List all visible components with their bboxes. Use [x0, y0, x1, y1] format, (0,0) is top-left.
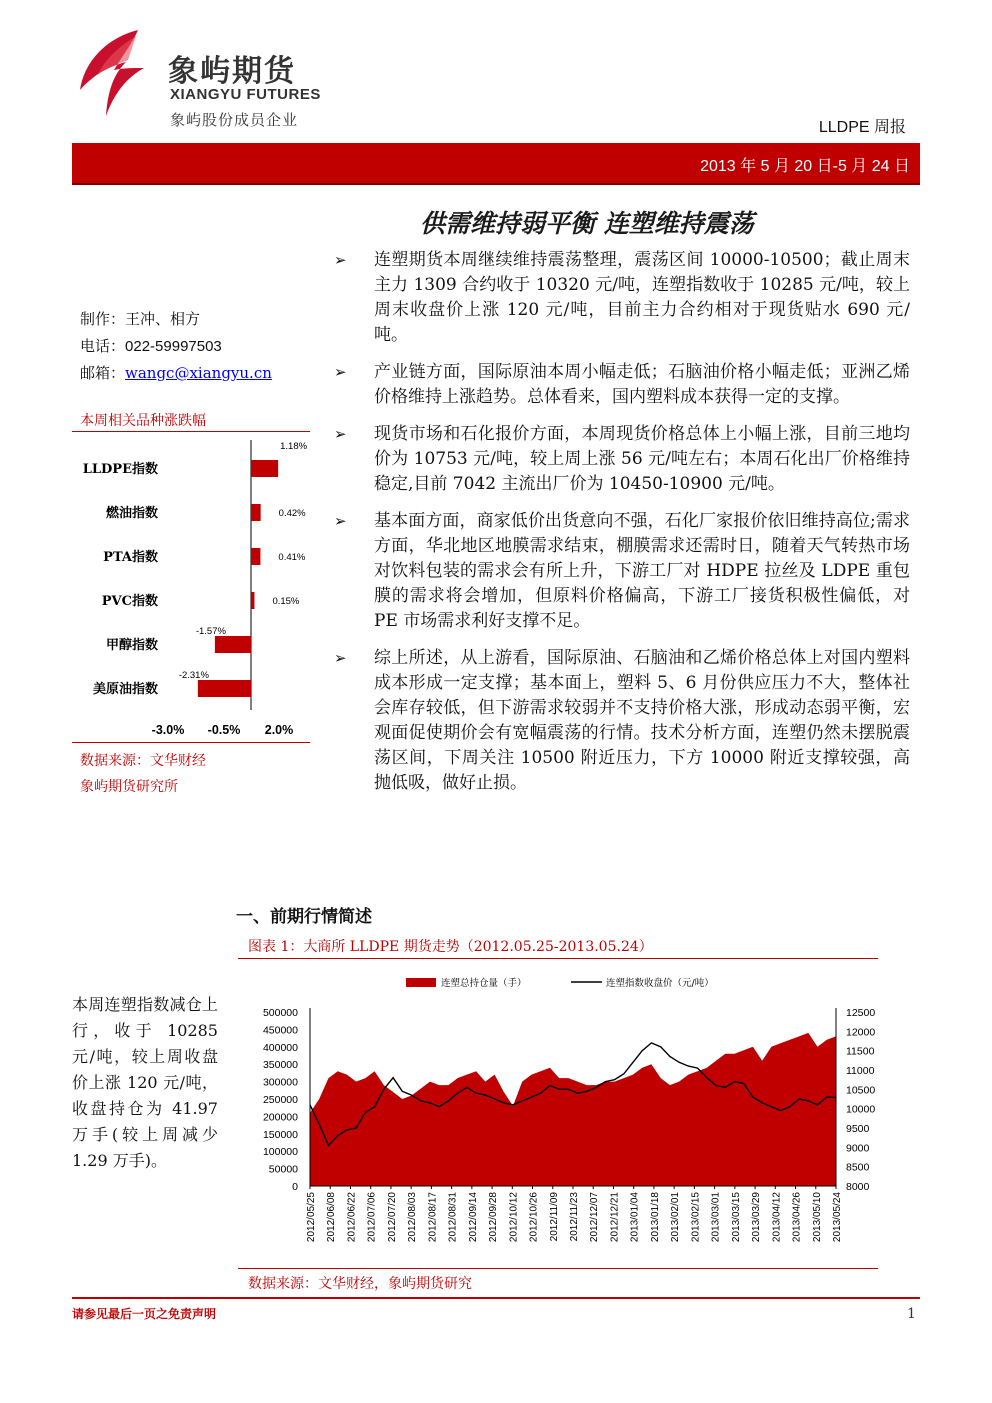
x-tick-label: 2012/09/28 — [488, 1192, 500, 1243]
legend-label: 连塑指数收盘价（元/吨） — [606, 978, 714, 989]
y-right-tick-label: 9000 — [846, 1142, 870, 1155]
company-logo-mark — [76, 28, 148, 120]
lldpe-futures-chart — [238, 960, 878, 1266]
divider — [238, 958, 878, 959]
x-tick-label: -0.5% — [207, 723, 241, 737]
bar — [215, 636, 251, 653]
y-left-tick-label: 100000 — [262, 1146, 298, 1159]
figure-title: 图表 1：大商所 LLDPE 期货走势（2012.05.25-2013.05.24） — [248, 939, 653, 955]
y-right-tick-label: 11000 — [846, 1065, 875, 1077]
email-line — [80, 360, 272, 387]
y-left-tick-label: 50000 — [268, 1163, 298, 1176]
company-name-cn: 象屿期货 — [168, 55, 296, 88]
x-tick-label: 2012/07/20 — [386, 1192, 398, 1243]
y-right-tick-label: 12000 — [846, 1026, 876, 1039]
weekly-change-bar-chart — [72, 432, 310, 738]
x-tick-label: 2012/09/14 — [467, 1192, 479, 1243]
bullet-text: 连塑期货本周继续维持震荡整理，震荡区间 10000-10500；截止周末主力 1309 合约收于 10320 元/吨，连塑指数收于 10285 元/吨，较上周末收盘价上涨 120 元/吨，目前主力合约相对于现货贴水 690 元/吨。 — [374, 250, 910, 345]
x-tick-label: 2.0% — [264, 723, 294, 737]
bullet-item — [332, 248, 910, 348]
author-names: 王冲、相方 — [125, 310, 201, 328]
y-left-tick-label: 400000 — [262, 1041, 298, 1054]
x-tick-label: 2012/10/26 — [528, 1192, 540, 1243]
legend-swatch-area — [406, 978, 436, 987]
bar — [251, 504, 261, 521]
figure-source: 数据来源：文华财经，象屿期货研究 — [248, 1276, 472, 1292]
y-right-tick-label: 8500 — [846, 1161, 870, 1174]
y-left-tick-label: 150000 — [262, 1128, 298, 1141]
legend-label: 连塑总持仓量（手） — [441, 978, 527, 989]
y-left-tick-label: 200000 — [262, 1111, 298, 1124]
y-left-tick-label: 250000 — [262, 1094, 298, 1106]
arrow-bullet-icon: ➢ — [334, 512, 347, 530]
category-label: 美原油指数 — [92, 682, 158, 697]
open-interest-area — [310, 1033, 836, 1186]
phone-number: 022-59997503 — [125, 337, 222, 355]
x-tick-label: -3.0% — [151, 723, 185, 737]
x-tick-label: 2012/07/06 — [366, 1192, 378, 1243]
x-tick-label: 2013/01/04 — [629, 1192, 641, 1243]
data-label: 1.18% — [280, 441, 308, 452]
y-left-tick-label: 0 — [292, 1181, 298, 1193]
x-tick-label: 2013/02/15 — [690, 1192, 702, 1243]
section-title: 一、前期行情简述 — [236, 907, 372, 926]
y-right-tick-label: 10000 — [846, 1103, 876, 1116]
category-label: 甲醇指数 — [105, 638, 158, 653]
y-left-tick-label: 350000 — [262, 1059, 298, 1072]
data-label: 0.41% — [278, 552, 306, 563]
y-left-tick-label: 500000 — [262, 1007, 298, 1019]
x-tick-label: 2013/04/12 — [771, 1192, 783, 1243]
company-subtitle: 象屿股份成员企业 — [170, 112, 299, 129]
bar — [251, 592, 254, 609]
x-tick-label: 2012/08/17 — [427, 1192, 439, 1243]
bullet-text: 产业链方面，国际原油本周小幅走低；石脑油价格小幅走低；亚洲乙烯价格维持上涨趋势。总体看来，国内塑料成本获得一定的支撑。 — [374, 362, 910, 407]
data-label: -1.57% — [195, 626, 226, 637]
y-left-tick-label: 450000 — [262, 1024, 298, 1037]
x-tick-label: 2013/01/18 — [649, 1192, 661, 1243]
data-label: 0.42% — [278, 508, 306, 519]
x-tick-label: 2012/08/31 — [447, 1192, 459, 1243]
date-banner — [72, 143, 920, 185]
report-type: LLDPE 周报 — [818, 119, 906, 136]
x-tick-label: 2012/10/12 — [508, 1192, 520, 1243]
email-label: 邮箱： — [80, 364, 126, 382]
y-right-tick-label: 10500 — [846, 1084, 876, 1097]
market-side-note: 本周连塑指数减仓上行，收于 10285 元/吨，较上周收盘价上涨 120 元/吨，收盘持仓为 41.97 万手(较上周减少 1.29 万手)。 — [72, 995, 218, 1170]
bullet-text: 综上所述，从上游看，国际原油、石脑油和乙烯价格总体上对国内塑料成本形成一定支撑；基本面上，塑料 5、6 月份供应压力不大，整体社会库存较低，但下游需求较弱并不支持价格大涨，形成动态弱平衡，宏观面促使期价会有宽幅震荡的行情。技术分析方面，连塑仍然未摆脱震荡区间，下周关注 10500 附近压力，下方 10000 附近支撑较强，高抛低吸，做好止损。 — [374, 648, 910, 793]
data-label: -2.31% — [178, 670, 209, 681]
author-line — [80, 306, 272, 333]
report-headline: 供需维持弱平衡 连塑维持震荡 — [420, 209, 754, 238]
x-tick-label: 2013/04/26 — [791, 1192, 803, 1243]
y-right-tick-label: 12500 — [846, 1007, 876, 1019]
x-tick-label: 2013/05/24 — [832, 1192, 843, 1243]
bullet-text: 现货市场和石化报价方面，本周现货价格总体上小幅上涨，目前三地均价为 10753 元/吨，较上周上涨 56 元/吨左右；本周石化出厂价格维持稳定,目前 7042 主流出厂价为 10450-10900 元/吨。 — [374, 424, 910, 494]
phone-label: 电话： — [80, 336, 126, 355]
divider — [238, 1268, 878, 1269]
x-tick-label: 2012/06/22 — [346, 1192, 358, 1243]
contact-info — [80, 306, 272, 387]
category-label: PTA指数 — [103, 550, 158, 565]
x-tick-label: 2012/06/08 — [326, 1192, 338, 1243]
sidebar-source-line-2: 象屿期货研究所 — [80, 778, 178, 794]
company-name-en: XIANGYU FUTURES — [170, 86, 321, 103]
phone-line — [80, 333, 272, 361]
category-label: PVC指数 — [101, 594, 158, 609]
x-tick-label: 2012/12/21 — [609, 1192, 621, 1243]
bullet-text: 基本面方面，商家低价出货意向不强，石化厂家报价依旧维持高位;需求方面，华北地区地膜需求结束，棚膜需求还需时日，随着天气转热市场对饮料包装的需求会有所上升，下游工厂对 HDPE 拉丝及 LDPE 重包膜的需求将会增加，但原料价格偏高，下游工厂接货积极性偏低，对 PE 市场需求利好支撑不足。 — [374, 511, 910, 631]
x-tick-label: 2013/02/01 — [670, 1192, 682, 1243]
bullet-item — [332, 360, 910, 410]
x-tick-label: 2012/12/07 — [589, 1192, 601, 1243]
x-tick-label: 2012/05/25 — [306, 1192, 317, 1243]
arrow-bullet-icon: ➢ — [334, 251, 347, 269]
x-tick-label: 2012/11/09 — [548, 1192, 560, 1242]
x-tick-label: 2013/03/15 — [730, 1192, 742, 1243]
x-tick-label: 2012/11/23 — [569, 1192, 580, 1242]
bullet-item — [332, 509, 910, 634]
arrow-bullet-icon: ➢ — [334, 425, 347, 443]
author-label: 制作： — [80, 310, 126, 328]
sidebar-source-line-1: 数据来源：文华财经 — [80, 752, 206, 768]
x-tick-label: 2013/03/01 — [710, 1192, 722, 1243]
divider — [72, 742, 310, 743]
email-link[interactable]: wangc@xiangyu.cn — [125, 364, 272, 382]
bar — [198, 680, 251, 697]
page-number: 1 — [907, 1306, 916, 1322]
summary-bullets — [332, 248, 910, 808]
x-tick-label: 2012/08/03 — [407, 1192, 419, 1243]
report-date-range: 2013 年 5 月 20 日-5 月 24 日 — [700, 158, 910, 175]
bar — [251, 460, 278, 477]
bullet-item — [332, 646, 910, 796]
arrow-bullet-icon: ➢ — [334, 649, 347, 667]
disclaimer-link[interactable]: 请参见最后一页之免责声明 — [72, 1307, 217, 1321]
arrow-bullet-icon: ➢ — [334, 363, 347, 381]
y-right-tick-label: 9500 — [846, 1123, 870, 1135]
category-label: 燃油指数 — [105, 506, 158, 521]
x-tick-label: 2013/03/29 — [751, 1192, 763, 1243]
data-label: 0.15% — [272, 596, 300, 607]
y-right-tick-label: 8000 — [846, 1181, 870, 1193]
x-tick-label: 2013/05/10 — [811, 1192, 823, 1243]
sidebar-title: 本周相关品种涨跌幅 — [80, 412, 206, 428]
category-label: LLDPE指数 — [82, 462, 158, 477]
y-left-tick-label: 300000 — [262, 1076, 298, 1089]
bullet-item — [332, 422, 910, 497]
bar — [251, 548, 260, 565]
y-right-tick-label: 11500 — [846, 1045, 875, 1058]
footer-divider — [72, 1297, 920, 1299]
